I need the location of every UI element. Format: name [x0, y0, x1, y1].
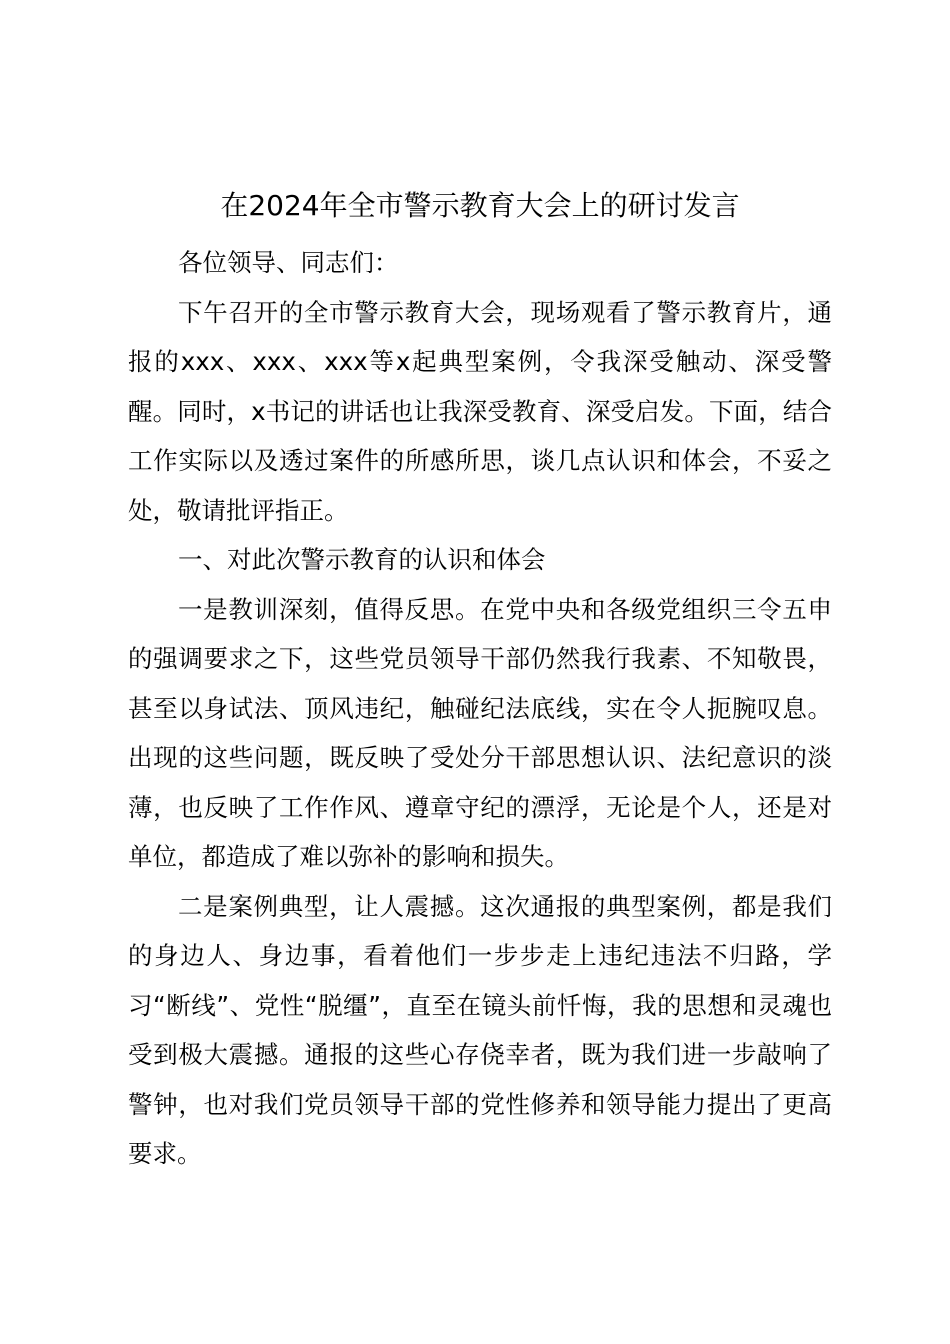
section-heading-1: 一、对此次警示教育的认识和体会 [178, 545, 546, 574]
document-title: 在2024年全市警示教育大会上的研讨发言 [220, 189, 740, 222]
paragraph-point-1: 一是教训深刻，值得反思。在党中央和各级党组织三令五申的强调要求之下，这些党员领导干部仍然我行我素、不知敬畏，甚至以身试法、顶风违纪，触碰纪法底线，实在令人扼腕叹息。出现的这些问题，既反映了受处分干部思想认识、法纪意识的淡薄，也反映了工作作风、遵章守纪的漂浮，无论是个人，还是对单位，都造成了难以弥补的影响和损失。 [128, 594, 832, 871]
document-body [128, 186, 832, 1179]
paragraph-point-2: 二是案例典型，让人震撼。这次通报的典型案例，都是我们的身边人、身边事，看着他们一步步走上违纪违法不归路，学习“断线”、党性“脱缰”，直至在镜头前忏悔，我的思想和灵魂也受到极大震撼。通报的这些心存侥幸者，既为我们进一步敲响了警钟，也对我们党员领导干部的党性修养和领导能力提出了更高要求。 [128, 891, 832, 1168]
salutation: 各位领导、同志们： [178, 248, 399, 277]
paragraph-intro: 下午召开的全市警示教育大会，现场观看了警示教育片，通报的xxx、xxx、xxx等x起典型案例，令我深受触动、深受警醒。同时，x书记的讲话也让我深受教育、深受启发。下面，结合工作实际以及透过案件的所感所思，谈几点认识和体会，不妥之处，敬请批评指正。 [128, 297, 832, 525]
